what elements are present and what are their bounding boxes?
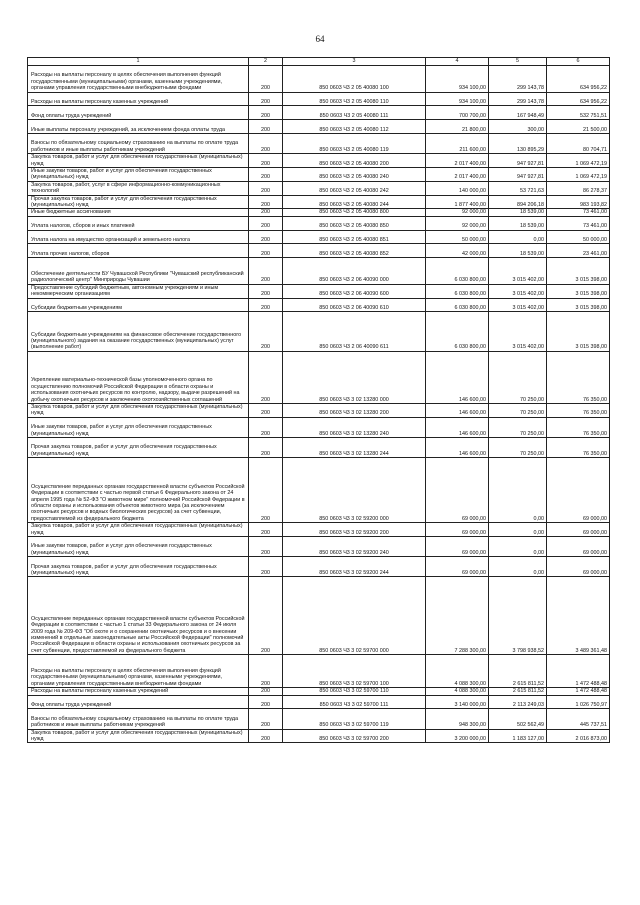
column-header-3: 3 <box>283 58 426 66</box>
row-name-cell: Субсидии бюджетным учреждениям <box>28 298 249 312</box>
row-column-2-cell: 200 <box>249 244 283 258</box>
column-header-4: 4 <box>426 58 489 66</box>
table-row <box>28 688 610 695</box>
table-row <box>28 244 610 258</box>
row-column-6-cell: 73 461,00 <box>547 209 610 216</box>
row-column-4-cell: 4 088 300,00 <box>426 688 489 695</box>
row-name-cell: Предоставление субсидий бюджетным, автономным учреждениям и иным некоммерческим организациям <box>28 284 249 298</box>
row-column-5-cell: 894 206,18 <box>489 195 547 209</box>
row-column-4-cell: 146 600,00 <box>426 404 489 418</box>
table-row <box>28 181 610 195</box>
row-column-2-cell: 200 <box>249 181 283 195</box>
row-column-4-cell: 50 000,00 <box>426 230 489 244</box>
row-column-5-cell: 1 183 127,00 <box>489 729 547 743</box>
column-header-2: 2 <box>249 58 283 66</box>
row-column-6-cell: 445 737,51 <box>547 709 610 729</box>
row-column-5-cell: 70 250,00 <box>489 438 547 458</box>
row-column-2-cell: 200 <box>249 106 283 120</box>
row-column-5-cell: 130 895,29 <box>489 133 547 153</box>
row-column-2-cell: 200 <box>249 209 283 216</box>
row-column-2-cell: 200 <box>249 92 283 106</box>
table-row <box>28 537 610 557</box>
row-column-4-cell: 2 017 400,00 <box>426 154 489 168</box>
row-column-4-cell: 69 000,00 <box>426 523 489 537</box>
row-code-cell: 850 0603 Ч3 2 05 40080 100 <box>283 66 426 93</box>
row-column-2-cell: 200 <box>249 709 283 729</box>
row-column-5-cell: 947 927,81 <box>489 154 547 168</box>
row-column-4-cell: 948 300,00 <box>426 709 489 729</box>
row-column-6-cell: 69 000,00 <box>547 557 610 577</box>
row-column-6-cell: 69 000,00 <box>547 523 610 537</box>
row-column-6-cell: 50 000,00 <box>547 230 610 244</box>
table-row <box>28 66 610 93</box>
row-column-4-cell: 4 088 300,00 <box>426 655 489 688</box>
row-column-5-cell: 0,00 <box>489 537 547 557</box>
row-name-cell: Иные закупки товаров, работ и услуг для обеспечения государственных (муниципальных) нужд <box>28 537 249 557</box>
row-column-6-cell: 3 015 398,00 <box>547 298 610 312</box>
row-code-cell: 850 0603 Ч3 2 05 40080 240 <box>283 167 426 181</box>
row-column-2-cell: 200 <box>249 120 283 134</box>
table-row <box>28 195 610 209</box>
table-row <box>28 258 610 285</box>
row-column-5-cell: 3 015 402,00 <box>489 298 547 312</box>
row-code-cell: 850 0603 Ч3 3 02 59200 244 <box>283 557 426 577</box>
row-code-cell: 850 0603 Ч3 3 02 59700 119 <box>283 709 426 729</box>
row-code-cell: 850 0603 Ч3 3 02 59700 110 <box>283 688 426 695</box>
row-column-6-cell: 80 704,71 <box>547 133 610 153</box>
row-name-cell: Взносы по обязательному социальному страхованию на выплаты по оплате труда работников и иные выплаты работникам учреждений <box>28 709 249 729</box>
row-code-cell: 850 0603 Ч3 2 06 40090 610 <box>283 298 426 312</box>
row-column-4-cell: 211 600,00 <box>426 133 489 153</box>
table-row <box>28 216 610 230</box>
row-code-cell: 850 0603 Ч3 2 05 40080 800 <box>283 209 426 216</box>
row-column-5-cell: 3 798 938,52 <box>489 577 547 655</box>
row-column-4-cell: 6 030 800,00 <box>426 298 489 312</box>
table-row <box>28 729 610 743</box>
row-column-4-cell: 146 600,00 <box>426 417 489 437</box>
row-column-4-cell: 146 600,00 <box>426 351 489 403</box>
row-name-cell: Расходы на выплаты персоналу в целях обеспечения выполнения функций государственными (муниципальными) органами, казенными учреждениями, органами управления государственными внебюджетными фондами <box>28 655 249 688</box>
row-column-6-cell: 634 956,22 <box>547 92 610 106</box>
row-column-5-cell: 18 539,00 <box>489 216 547 230</box>
row-name-cell: Иные закупки товаров, работ и услуг для обеспечения государственных (муниципальных) нужд <box>28 167 249 181</box>
row-column-4-cell: 69 000,00 <box>426 557 489 577</box>
row-column-6-cell: 69 000,00 <box>547 537 610 557</box>
row-code-cell: 850 0603 Ч3 2 05 40080 851 <box>283 230 426 244</box>
row-column-6-cell: 76 350,00 <box>547 351 610 403</box>
table-row <box>28 106 610 120</box>
row-code-cell: 850 0603 Ч3 2 05 40080 119 <box>283 133 426 153</box>
table-row <box>28 284 610 298</box>
row-column-2-cell: 200 <box>249 216 283 230</box>
row-name-cell: Закупка товаров, работ и услуг для обеспечения государственных (муниципальных) нужд <box>28 154 249 168</box>
row-name-cell: Осуществление переданных органам государственной власти субъектов Российской Федерации в соответствии с частью первой статьи 6 Федерального закона от 24 апреля 1995 года № 52-ФЗ "О животном мире" полномочий Российской Федерации в области охраны и использования объектов животного мира (за исключением охотничьих ресурсов и водных биологических ресурсов) за счет субвенции, предоставляемой из федерального бюджета <box>28 458 249 523</box>
row-column-2-cell: 200 <box>249 655 283 688</box>
row-column-5-cell: 300,00 <box>489 120 547 134</box>
row-column-6-cell: 76 350,00 <box>547 404 610 418</box>
row-column-4-cell: 6 030 800,00 <box>426 258 489 285</box>
table-row <box>28 230 610 244</box>
row-column-2-cell: 200 <box>249 154 283 168</box>
table-row <box>28 351 610 403</box>
row-column-2-cell: 200 <box>249 298 283 312</box>
row-code-cell: 850 0603 Ч3 2 06 40090 000 <box>283 258 426 285</box>
row-code-cell: 850 0603 Ч3 3 02 13280 240 <box>283 417 426 437</box>
table-row <box>28 167 610 181</box>
row-column-6-cell: 23 461,00 <box>547 244 610 258</box>
row-column-6-cell: 1 472 488,48 <box>547 655 610 688</box>
row-column-2-cell: 200 <box>249 695 283 709</box>
row-name-cell: Обеспечение деятельности БУ Чувашской Республики "Чувашский республиканский радиологический центр" Минприроды Чувашии <box>28 258 249 285</box>
row-column-2-cell: 200 <box>249 258 283 285</box>
row-column-2-cell: 200 <box>249 133 283 153</box>
row-code-cell: 850 0603 Ч3 2 05 40080 200 <box>283 154 426 168</box>
row-column-4-cell: 934 100,00 <box>426 66 489 93</box>
row-column-5-cell: 502 562,49 <box>489 709 547 729</box>
row-name-cell: Укрепление материально-технической базы уполномоченного органа по осуществлению полномочий Российской Федерации в области охраны и использования охотничьих ресурсов по контролю, надзору, выдаче разрешений на добычу охотничьих ресурсов и заключению охотхозяйственных соглашений <box>28 351 249 403</box>
row-name-cell: Осуществление переданных органам государственной власти субъектов Российской Федерации в соответствии с частью 1 статьи 33 Федерального закона от 24 июля 2009 года № 209-ФЗ "Об охоте и о сохранении охотничьих ресурсов и о внесении изменений в отдельные законодательные акты Российской Федерации" полномочий Российской Федерации в области охраны и использования охотничьих ресурсов за счет субвенции, предоставляемой из федерального бюджета <box>28 577 249 655</box>
row-name-cell: Иные бюджетные ассигнования <box>28 209 249 216</box>
row-column-4-cell: 140 000,00 <box>426 181 489 195</box>
row-column-6-cell: 3 015 398,00 <box>547 312 610 351</box>
row-column-2-cell: 200 <box>249 195 283 209</box>
row-column-6-cell: 76 350,00 <box>547 438 610 458</box>
budget-execution-table <box>27 57 610 743</box>
row-code-cell: 850 0603 Ч3 3 02 59700 100 <box>283 655 426 688</box>
table-row <box>28 298 610 312</box>
row-code-cell: 850 0603 Ч3 2 05 40080 110 <box>283 92 426 106</box>
row-column-5-cell: 0,00 <box>489 523 547 537</box>
row-name-cell: Взносы по обязательному социальному страхованию на выплаты по оплате труда работников и иные выплаты работникам учреждений <box>28 133 249 153</box>
row-name-cell: Фонд оплаты труда учреждений <box>28 695 249 709</box>
row-column-4-cell: 69 000,00 <box>426 458 489 523</box>
row-column-4-cell: 21 800,00 <box>426 120 489 134</box>
table-row <box>28 133 610 153</box>
row-column-2-cell: 200 <box>249 438 283 458</box>
row-column-5-cell: 53 721,63 <box>489 181 547 195</box>
table-row <box>28 417 610 437</box>
row-column-4-cell: 146 600,00 <box>426 438 489 458</box>
row-name-cell: Закупка товаров, работ и услуг для обеспечения государственных (муниципальных) нужд <box>28 404 249 418</box>
row-column-6-cell: 86 278,37 <box>547 181 610 195</box>
row-column-2-cell: 200 <box>249 537 283 557</box>
row-column-5-cell: 3 015 402,00 <box>489 284 547 298</box>
row-name-cell: Расходы на выплаты персоналу казенных учреждений <box>28 688 249 695</box>
row-code-cell: 850 0603 Ч3 2 05 40080 852 <box>283 244 426 258</box>
row-column-5-cell: 70 250,00 <box>489 404 547 418</box>
row-column-6-cell: 983 193,82 <box>547 195 610 209</box>
table-row <box>28 154 610 168</box>
table-body <box>28 66 610 743</box>
row-column-5-cell: 299 143,78 <box>489 92 547 106</box>
row-column-6-cell: 3 489 361,48 <box>547 577 610 655</box>
table-row <box>28 438 610 458</box>
row-column-2-cell: 200 <box>249 66 283 93</box>
row-column-2-cell: 200 <box>249 523 283 537</box>
row-column-2-cell: 200 <box>249 577 283 655</box>
row-column-2-cell: 200 <box>249 230 283 244</box>
row-column-5-cell: 2 615 811,52 <box>489 688 547 695</box>
table-row <box>28 523 610 537</box>
row-code-cell: 850 0603 Ч3 3 02 59700 200 <box>283 729 426 743</box>
table-row <box>28 209 610 216</box>
row-column-4-cell: 7 288 300,00 <box>426 577 489 655</box>
row-column-5-cell: 299 143,78 <box>489 66 547 93</box>
row-column-4-cell: 92 000,00 <box>426 209 489 216</box>
row-code-cell: 850 0603 Ч3 3 02 59200 000 <box>283 458 426 523</box>
row-column-4-cell: 934 100,00 <box>426 92 489 106</box>
row-name-cell: Уплата налога на имущество организаций и земельного налога <box>28 230 249 244</box>
row-column-4-cell: 42 000,00 <box>426 244 489 258</box>
row-code-cell: 850 0603 Ч3 3 02 59200 240 <box>283 537 426 557</box>
row-name-cell: Закупка товаров, работ, услуг в сфере информационно-коммуникационных технологий <box>28 181 249 195</box>
row-column-2-cell: 200 <box>249 729 283 743</box>
column-header-5: 5 <box>489 58 547 66</box>
header-row <box>28 58 610 66</box>
row-column-4-cell: 1 877 400,00 <box>426 195 489 209</box>
row-column-2-cell: 200 <box>249 312 283 351</box>
table-row <box>28 404 610 418</box>
row-column-4-cell: 69 000,00 <box>426 537 489 557</box>
row-column-2-cell: 200 <box>249 167 283 181</box>
row-code-cell: 850 0603 Ч3 3 02 59700 000 <box>283 577 426 655</box>
row-name-cell: Иные закупки товаров, работ и услуг для обеспечения государственных (муниципальных) нужд <box>28 417 249 437</box>
row-column-5-cell: 3 015 402,00 <box>489 258 547 285</box>
row-name-cell: Уплата прочих налогов, сборов <box>28 244 249 258</box>
row-column-6-cell: 2 016 873,00 <box>547 729 610 743</box>
row-column-5-cell: 70 250,00 <box>489 417 547 437</box>
column-header-1: 1 <box>28 58 249 66</box>
row-column-5-cell: 2 113 249,03 <box>489 695 547 709</box>
row-column-4-cell: 3 140 000,00 <box>426 695 489 709</box>
row-column-6-cell: 634 956,22 <box>547 66 610 93</box>
row-code-cell: 850 0603 Ч3 2 06 40090 600 <box>283 284 426 298</box>
row-code-cell: 850 0603 Ч3 2 05 40080 112 <box>283 120 426 134</box>
table-row <box>28 577 610 655</box>
row-column-2-cell: 200 <box>249 404 283 418</box>
row-column-6-cell: 3 015 398,00 <box>547 284 610 298</box>
row-code-cell: 850 0603 Ч3 3 02 59200 200 <box>283 523 426 537</box>
column-header-6: 6 <box>547 58 610 66</box>
row-name-cell: Прочая закупка товаров, работ и услуг для обеспечения государственных (муниципальных) нужд <box>28 195 249 209</box>
row-column-6-cell: 1 472 488,48 <box>547 688 610 695</box>
row-code-cell: 850 0603 Ч3 3 02 13280 000 <box>283 351 426 403</box>
row-name-cell: Закупка товаров, работ и услуг для обеспечения государственных (муниципальных) нужд <box>28 729 249 743</box>
row-column-6-cell: 532 751,51 <box>547 106 610 120</box>
row-column-6-cell: 76 350,00 <box>547 417 610 437</box>
row-column-5-cell: 947 927,81 <box>489 167 547 181</box>
row-column-2-cell: 200 <box>249 284 283 298</box>
row-column-5-cell: 70 250,00 <box>489 351 547 403</box>
page-number: 64 <box>315 34 325 44</box>
row-code-cell: 850 0603 Ч3 2 05 40080 850 <box>283 216 426 230</box>
row-column-5-cell: 0,00 <box>489 230 547 244</box>
table-row <box>28 120 610 134</box>
row-code-cell: 850 0603 Ч3 2 05 40080 244 <box>283 195 426 209</box>
row-name-cell: Субсидии бюджетным учреждениям на финансовое обеспечение государственного (муниципального) задания на оказание государственных (муниципальных) услуг (выполнение работ) <box>28 312 249 351</box>
table-row <box>28 458 610 523</box>
table-row <box>28 709 610 729</box>
table-row <box>28 557 610 577</box>
row-column-4-cell: 6 030 800,00 <box>426 312 489 351</box>
row-column-6-cell: 21 500,00 <box>547 120 610 134</box>
row-column-2-cell: 200 <box>249 557 283 577</box>
row-column-5-cell: 167 948,49 <box>489 106 547 120</box>
row-column-6-cell: 73 461,00 <box>547 216 610 230</box>
row-code-cell: 850 0603 Ч3 2 05 40080 242 <box>283 181 426 195</box>
row-column-2-cell: 200 <box>249 688 283 695</box>
row-name-cell: Фонд оплаты труда учреждений <box>28 106 249 120</box>
row-name-cell: Прочая закупка товаров, работ и услуг для обеспечения государственных (муниципальных) нужд <box>28 438 249 458</box>
row-code-cell: 850 0603 Ч3 2 06 40090 611 <box>283 312 426 351</box>
row-column-4-cell: 3 200 000,00 <box>426 729 489 743</box>
row-column-4-cell: 92 000,00 <box>426 216 489 230</box>
row-column-6-cell: 1 069 472,19 <box>547 154 610 168</box>
row-column-2-cell: 200 <box>249 351 283 403</box>
row-column-5-cell: 18 539,00 <box>489 244 547 258</box>
row-column-6-cell: 69 000,00 <box>547 458 610 523</box>
row-column-5-cell: 0,00 <box>489 557 547 577</box>
row-column-6-cell: 3 015 398,00 <box>547 258 610 285</box>
row-column-2-cell: 200 <box>249 458 283 523</box>
table-row <box>28 655 610 688</box>
row-code-cell: 850 0603 Ч3 3 02 13280 244 <box>283 438 426 458</box>
row-code-cell: 850 0603 Ч3 2 05 40080 111 <box>283 106 426 120</box>
row-column-5-cell: 3 015 402,00 <box>489 312 547 351</box>
row-code-cell: 850 0603 Ч3 3 02 59700 111 <box>283 695 426 709</box>
row-column-2-cell: 200 <box>249 417 283 437</box>
table-row <box>28 695 610 709</box>
row-code-cell: 850 0603 Ч3 3 02 13280 200 <box>283 404 426 418</box>
table-row <box>28 92 610 106</box>
row-name-cell: Расходы на выплаты персоналу в целях обеспечения выполнения функций государственными (муниципальными) органами, казенными учреждениями, органами управления государственными внебюджетными фондами <box>28 66 249 93</box>
row-name-cell: Иные выплаты персоналу учреждений, за исключением фонда оплаты труда <box>28 120 249 134</box>
row-column-4-cell: 2 017 400,00 <box>426 167 489 181</box>
row-column-5-cell: 2 615 811,52 <box>489 655 547 688</box>
row-name-cell: Уплата налогов, сборов и иных платежей <box>28 216 249 230</box>
row-column-6-cell: 1 026 750,97 <box>547 695 610 709</box>
row-name-cell: Расходы на выплаты персоналу казенных учреждений <box>28 92 249 106</box>
row-column-6-cell: 1 069 472,19 <box>547 167 610 181</box>
row-column-5-cell: 0,00 <box>489 458 547 523</box>
row-column-4-cell: 6 030 800,00 <box>426 284 489 298</box>
row-column-5-cell: 18 539,00 <box>489 209 547 216</box>
table-row <box>28 312 610 351</box>
row-name-cell: Закупка товаров, работ и услуг для обеспечения государственных (муниципальных) нужд <box>28 523 249 537</box>
row-name-cell: Прочая закупка товаров, работ и услуг для обеспечения государственных (муниципальных) нужд <box>28 557 249 577</box>
row-column-4-cell: 700 700,00 <box>426 106 489 120</box>
